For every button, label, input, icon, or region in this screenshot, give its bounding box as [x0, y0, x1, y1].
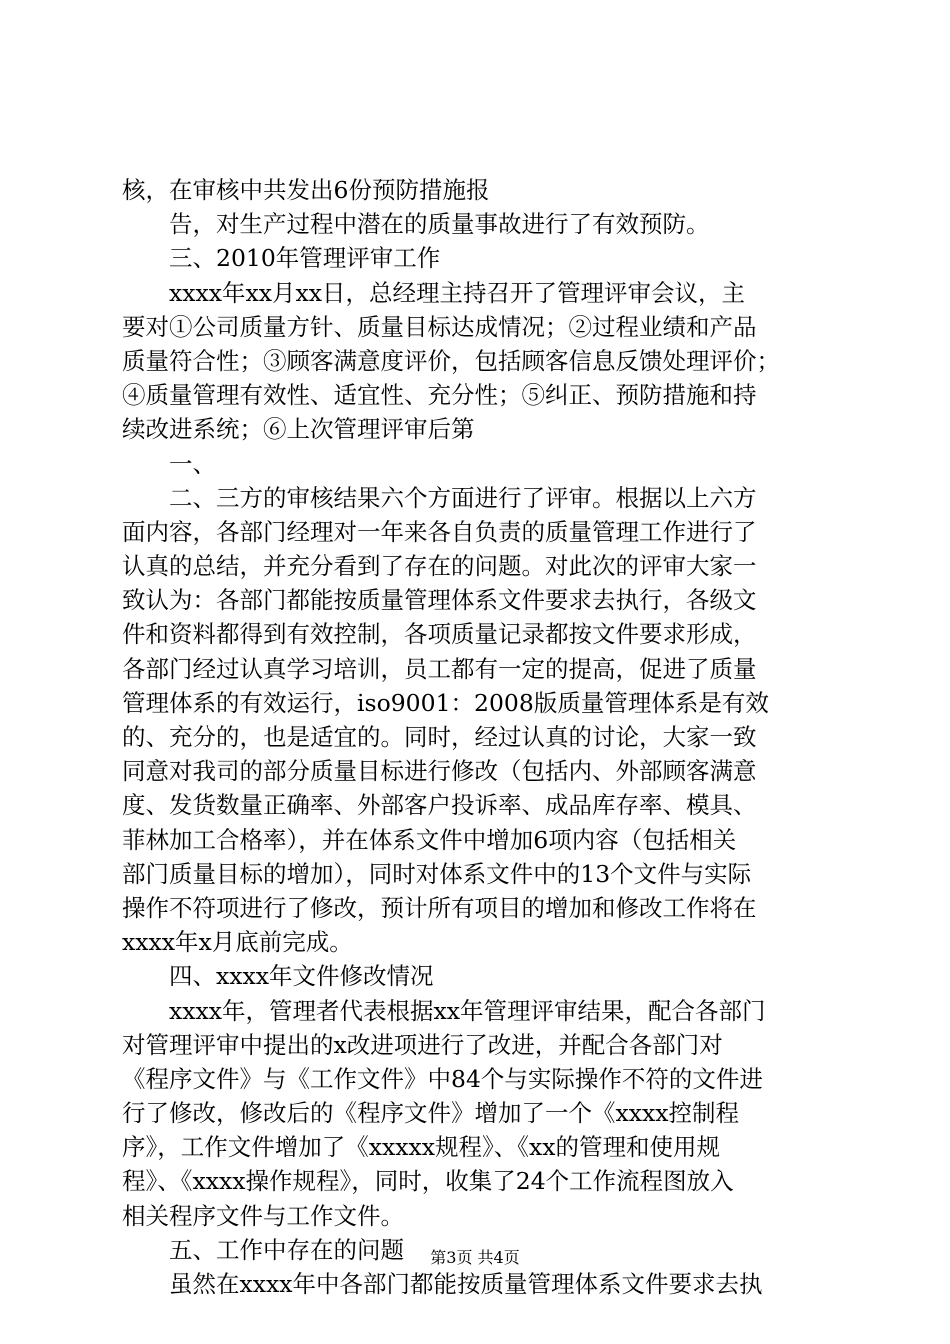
text-line: 二、三方的审核结果六个方面进行了评审。根据以上六方 [169, 483, 757, 512]
text-line: 度、发货数量正确率、外部客户投诉率、成品库存率、模具、 [122, 791, 757, 820]
text-line: 一、 [169, 449, 216, 478]
text-line: 件和资料都得到有效控制，各项质量记录都按文件要求形成， [122, 620, 757, 649]
text-line: 序》，工作文件增加了《xxxxx规程》、《xx的管理和使用规 [122, 1133, 721, 1162]
text-line: 要对①公司质量方针、质量目标达成情况；②过程业绩和产品 [122, 312, 757, 341]
text-line: 致认为：各部门都能按质量管理体系文件要求去执行，各级文 [122, 586, 757, 615]
text-line: 质量符合性；③顾客满意度评价，包括顾客信息反馈处理评价； [122, 346, 780, 375]
text-line: 行了修改，修改后的《程序文件》增加了一个《xxxx控制程 [122, 1099, 740, 1128]
page-number-footer: 第3页 共4页 [430, 1248, 520, 1267]
text-line: xxxx年xx月xx日，总经理主持召开了管理评审会议，主 [169, 278, 746, 307]
text-line: 虽然在xxxx年中各部门都能按质量管理体系文件要求去执 [169, 1270, 763, 1298]
text-line: 的、充分的，也是适宜的。同时，经过认真的讨论，大家一致 [122, 723, 757, 751]
text-line: 续改进系统；⑥上次管理评审后第 [122, 415, 475, 444]
text-line: 部门质量目标的增加），同时对体系文件中的13个文件与实际 [122, 859, 752, 888]
text-line: 面内容，各部门经理对一年来各自负责的质量管理工作进行了 [122, 517, 757, 546]
text-line: 各部门经过认真学习培训，员工都有一定的提高，促进了质量 [122, 654, 757, 683]
document-body [122, 173, 842, 1301]
text-line: 程》、《xxxx操作规程》，同时，收集了24个工作流程图放入 [122, 1167, 734, 1196]
text-line: 认真的总结，并充分看到了存在的问题。对此次的评审大家一 [122, 552, 757, 581]
text-line: ④质量管理有效性、适宜性、充分性；⑤纠正、预防措施和持 [122, 381, 757, 410]
text-line: xxxx年x月底前完成。 [122, 928, 353, 957]
section-heading: 三、2010年管理评审工作 [169, 244, 441, 273]
text-line: 《程序文件》与《工作文件》中84个与实际操作不符的文件进 [122, 1064, 763, 1093]
text-line: 对管理评审中提出的x改进项进行了改进，并配合各部门对 [122, 1030, 723, 1059]
section-heading: 五、工作中存在的问题 [169, 1235, 404, 1264]
text-line: 相关程序文件与工作文件。 [122, 1201, 404, 1230]
text-line: 核，在审核中共发出6份预防措施报 [122, 176, 490, 204]
text-line: 操作不符项进行了修改，预计所有项目的增加和修改工作将在 [122, 893, 757, 922]
text-line: 告，对生产过程中潜在的质量事故进行了有效预防。 [169, 210, 710, 239]
text-line: 同意对我司的部分质量目标进行修改（包括内、外部顾客满意 [122, 757, 757, 786]
text-line: xxxx年，管理者代表根据xx年管理评审结果，配合各部门 [169, 996, 766, 1025]
text-line: 菲林加工合格率），并在体系文件中增加6项内容（包括相关 [122, 825, 737, 854]
section-heading: 四、xxxx年文件修改情况 [169, 962, 434, 991]
text-line: 管理体系的有效运行，iso9001：2008版质量管理体系是有效 [122, 688, 769, 717]
